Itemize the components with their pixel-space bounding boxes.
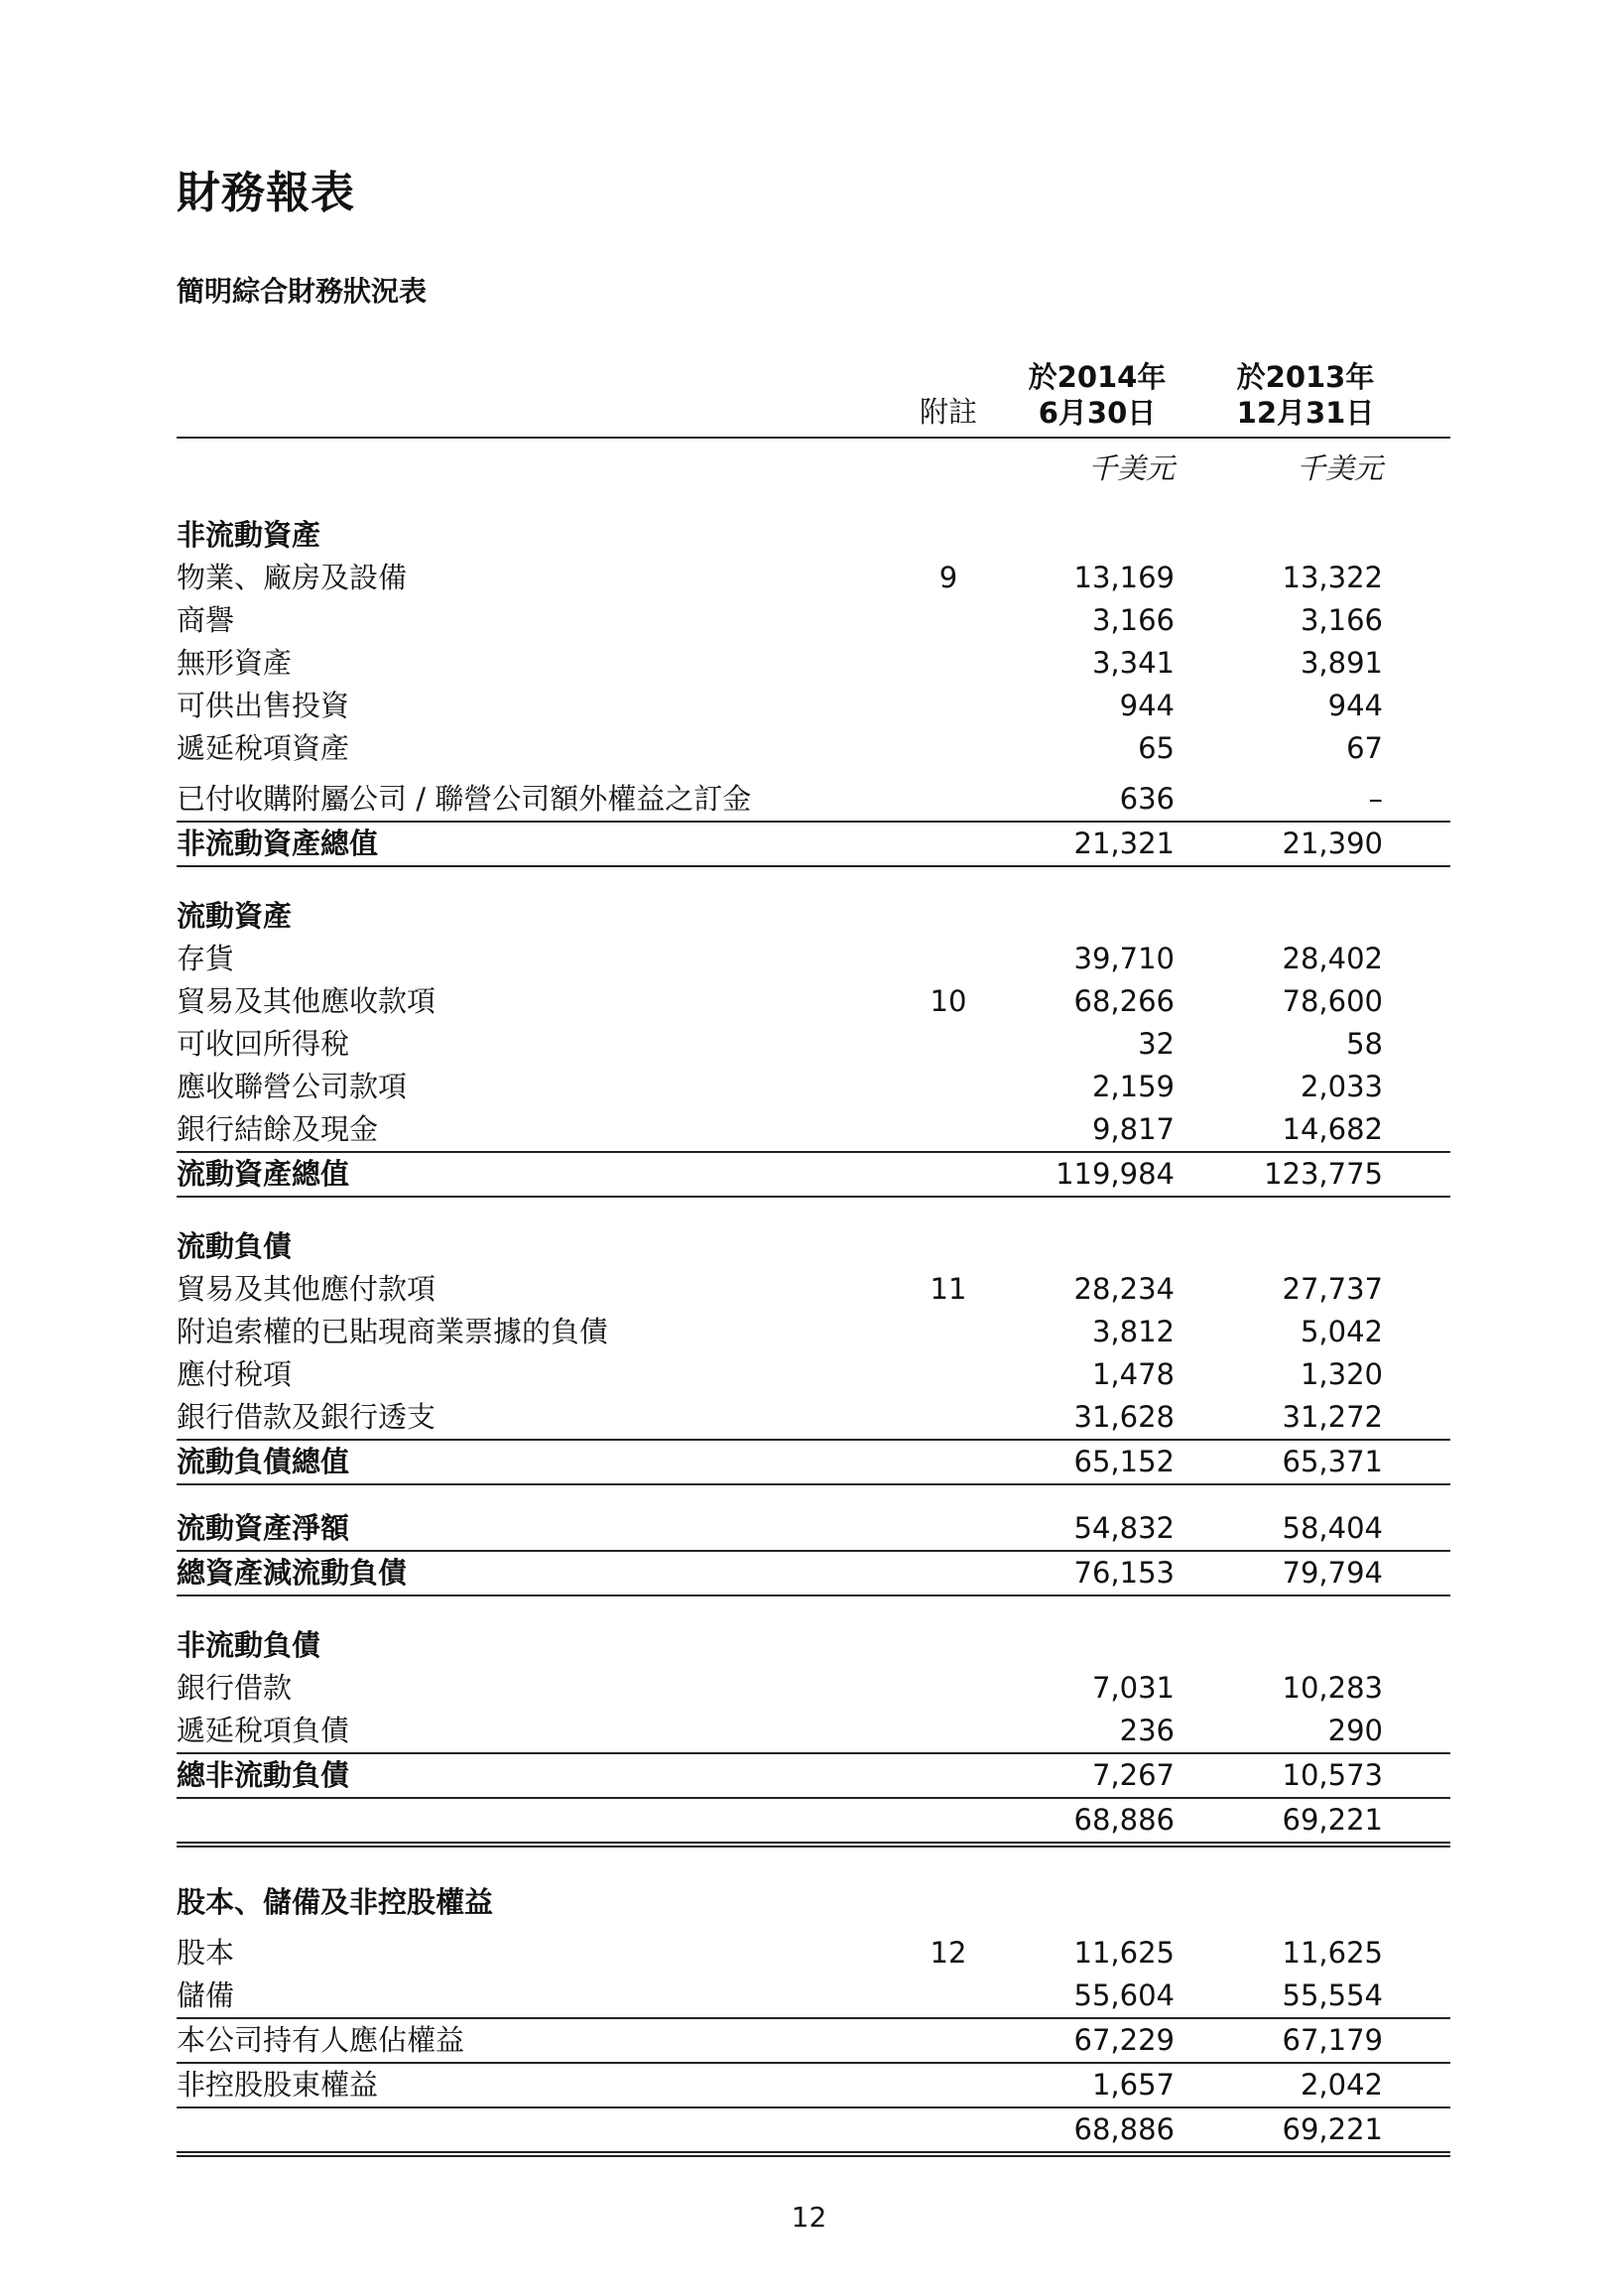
owners-equity-row xyxy=(177,2019,1450,2064)
section-heading-current-liabilities: 流動負債 xyxy=(177,1229,293,1263)
row-value-2014: 1,657 xyxy=(1091,2068,1175,2102)
row-label: 總資產減流動負債 xyxy=(177,1556,408,1590)
row-value-2013: 69,221 xyxy=(1282,2112,1383,2146)
table-row xyxy=(177,1710,1450,1754)
net-assets-row xyxy=(177,1799,1450,1848)
row-value-2014: 636 xyxy=(1119,782,1175,816)
row-value-2013: 58,404 xyxy=(1282,1511,1383,1545)
column-2014-year: 於2014年 xyxy=(1028,360,1167,394)
column-2013-header xyxy=(1228,359,1383,431)
section-heading-current-assets: 流動資產 xyxy=(177,899,293,933)
row-label: 應付稅項 xyxy=(177,1357,293,1391)
row-label: 流動資產總值 xyxy=(177,1157,350,1191)
row-value-2013: 67 xyxy=(1346,731,1383,765)
table-row xyxy=(177,938,1450,980)
column-2014-date: 6月30日 xyxy=(1038,396,1157,430)
total-row-non-current-assets xyxy=(177,823,1450,867)
unit-row xyxy=(177,439,1450,486)
total-row-current-assets xyxy=(177,1153,1450,1198)
row-label: 遞延稅項負債 xyxy=(177,1714,350,1747)
row-label: 遞延稅項資產 xyxy=(177,731,350,765)
table-row xyxy=(177,1975,1450,2019)
row-label: 銀行借款 xyxy=(177,1671,293,1705)
row-value-2014: 39,710 xyxy=(1073,942,1175,975)
row-value-2014: 3,166 xyxy=(1091,603,1175,637)
row-value-2014: 7,031 xyxy=(1091,1671,1175,1705)
row-value-2014: 31,628 xyxy=(1073,1400,1175,1434)
row-label: 銀行結餘及現金 xyxy=(177,1112,379,1146)
table-row xyxy=(177,557,1450,599)
row-value-2014: 11,625 xyxy=(1073,1936,1175,1970)
row-label: 銀行借款及銀行透支 xyxy=(177,1400,436,1434)
table-row xyxy=(177,980,1450,1023)
row-value-2013: 31,272 xyxy=(1282,1400,1383,1434)
row-value-2014: 32 xyxy=(1138,1027,1175,1061)
table-row xyxy=(177,599,1450,642)
row-value-2013: 67,179 xyxy=(1282,2023,1383,2057)
statement-title: 簡明綜合財務狀況表 xyxy=(177,275,428,308)
row-value-2014: 76,153 xyxy=(1073,1556,1175,1590)
row-value-2014: 55,604 xyxy=(1073,1978,1175,2012)
table-row xyxy=(177,685,1450,727)
row-value-2013: 55,554 xyxy=(1282,1978,1383,2012)
row-value-2013: 10,283 xyxy=(1282,1671,1383,1705)
page-number: 12 xyxy=(791,2201,827,2233)
row-label: 無形資產 xyxy=(177,646,293,680)
row-value-2013: 78,600 xyxy=(1282,984,1383,1018)
row-label: 應收聯營公司款項 xyxy=(177,1070,408,1103)
row-label: 貿易及其他應付款項 xyxy=(177,1272,436,1306)
table-row xyxy=(177,778,1450,823)
row-label: 存貨 xyxy=(177,942,235,975)
table-row xyxy=(177,1667,1450,1710)
row-label: 本公司持有人應佔權益 xyxy=(177,2023,465,2057)
row-value-2013: 5,042 xyxy=(1300,1315,1383,1348)
table-row xyxy=(177,1023,1450,1066)
page-title: 財務報表 xyxy=(177,168,355,218)
row-value-2014: 944 xyxy=(1119,689,1175,722)
row-value-2014: 3,812 xyxy=(1091,1315,1175,1348)
row-value-2013: 290 xyxy=(1327,1714,1383,1747)
total-row-current-liabilities xyxy=(177,1441,1450,1485)
section-heading-non-current-liabilities: 非流動負債 xyxy=(177,1628,321,1662)
row-note: 9 xyxy=(938,561,958,594)
table-row xyxy=(177,642,1450,685)
table-row xyxy=(177,1108,1450,1153)
row-value-2013: 69,221 xyxy=(1282,1803,1383,1837)
row-label: 流動負債總值 xyxy=(177,1445,350,1478)
row-label: 已付收購附屬公司 / 聯營公司額外權益之訂金 xyxy=(177,782,752,816)
row-label: 儲備 xyxy=(177,1978,235,2012)
row-value-2014: 67,229 xyxy=(1073,2023,1175,2057)
column-2013-year: 於2013年 xyxy=(1236,360,1375,394)
total-row-non-current-liabilities xyxy=(177,1754,1450,1799)
row-value-2014: 68,266 xyxy=(1073,984,1175,1018)
financial-position-table xyxy=(177,357,1450,2157)
row-label: 流動資產淨額 xyxy=(177,1511,350,1545)
row-label: 附追索權的已貼現商業票據的負債 xyxy=(177,1315,609,1348)
column-2014-header xyxy=(1020,359,1175,431)
row-value-2013: 65,371 xyxy=(1282,1445,1383,1478)
row-note: 12 xyxy=(930,1936,967,1970)
note-column-header: 附註 xyxy=(919,395,977,429)
row-value-2013: 944 xyxy=(1327,689,1383,722)
row-value-2013: 79,794 xyxy=(1282,1556,1383,1590)
row-value-2014: 119,984 xyxy=(1056,1157,1175,1191)
non-controlling-interests-row xyxy=(177,2064,1450,2108)
row-value-2013: 13,322 xyxy=(1282,561,1383,594)
total-assets-less-current-liabilities-row xyxy=(177,1552,1450,1596)
table-row xyxy=(177,1353,1450,1396)
row-note: 10 xyxy=(930,984,967,1018)
row-label: 非流動資產總值 xyxy=(177,827,379,860)
row-value-2013: 2,042 xyxy=(1300,2068,1383,2102)
section-heading-non-current-assets: 非流動資產 xyxy=(177,518,321,552)
row-value-2014: 68,886 xyxy=(1073,1803,1175,1837)
row-value-2014: 3,341 xyxy=(1091,646,1175,680)
row-value-2013: 1,320 xyxy=(1300,1357,1383,1391)
row-note: 11 xyxy=(930,1272,967,1306)
row-value-2013: 10,573 xyxy=(1282,1758,1383,1792)
unit-2014: 千美元 xyxy=(1087,451,1175,485)
row-value-2014: 9,817 xyxy=(1091,1112,1175,1146)
row-value-2013: 3,166 xyxy=(1300,603,1383,637)
row-label: 可收回所得稅 xyxy=(177,1027,350,1061)
row-value-2013: 21,390 xyxy=(1282,827,1383,860)
row-label: 可供出售投資 xyxy=(177,689,350,722)
row-value-2014: 7,267 xyxy=(1091,1758,1175,1792)
row-label: 非控股股東權益 xyxy=(177,2068,379,2102)
row-value-2013: 28,402 xyxy=(1282,942,1383,975)
column-header xyxy=(177,357,1450,439)
row-label: 總非流動負債 xyxy=(177,1758,350,1792)
net-current-assets-row xyxy=(177,1507,1450,1552)
row-label: 股本 xyxy=(177,1936,235,1970)
row-value-2014: 28,234 xyxy=(1073,1272,1175,1306)
row-value-2014: 21,321 xyxy=(1073,827,1175,860)
total-equity-row xyxy=(177,2108,1450,2157)
row-value-2014: 68,886 xyxy=(1073,2112,1175,2146)
row-value-2013: 11,625 xyxy=(1282,1936,1383,1970)
row-value-2014: 54,832 xyxy=(1073,1511,1175,1545)
table-row xyxy=(177,1396,1450,1441)
row-value-2014: 65 xyxy=(1138,731,1175,765)
table-row xyxy=(177,1311,1450,1353)
table-row xyxy=(177,1066,1450,1108)
table-row xyxy=(177,1268,1450,1311)
row-value-2014: 65,152 xyxy=(1073,1445,1175,1478)
row-value-2013: 14,682 xyxy=(1282,1112,1383,1146)
row-value-2014: 2,159 xyxy=(1091,1070,1175,1103)
row-value-2014: 1,478 xyxy=(1091,1357,1175,1391)
row-label: 貿易及其他應收款項 xyxy=(177,984,436,1018)
table-row xyxy=(177,727,1450,770)
row-value-2013: 3,891 xyxy=(1300,646,1383,680)
row-value-2013: – xyxy=(1368,782,1383,816)
row-value-2014: 236 xyxy=(1119,1714,1175,1747)
section-heading-equity: 股本、儲備及非控股權益 xyxy=(177,1885,494,1919)
row-value-2014: 13,169 xyxy=(1073,561,1175,594)
row-value-2013: 2,033 xyxy=(1300,1070,1383,1103)
row-label: 物業、廠房及設備 xyxy=(177,561,408,594)
table-row xyxy=(177,1932,1450,1975)
unit-2013: 千美元 xyxy=(1296,451,1383,485)
row-value-2013: 123,775 xyxy=(1264,1157,1383,1191)
column-2013-date: 12月31日 xyxy=(1236,396,1375,430)
row-label: 商譽 xyxy=(177,603,235,637)
row-value-2013: 58 xyxy=(1346,1027,1383,1061)
row-value-2013: 27,737 xyxy=(1282,1272,1383,1306)
